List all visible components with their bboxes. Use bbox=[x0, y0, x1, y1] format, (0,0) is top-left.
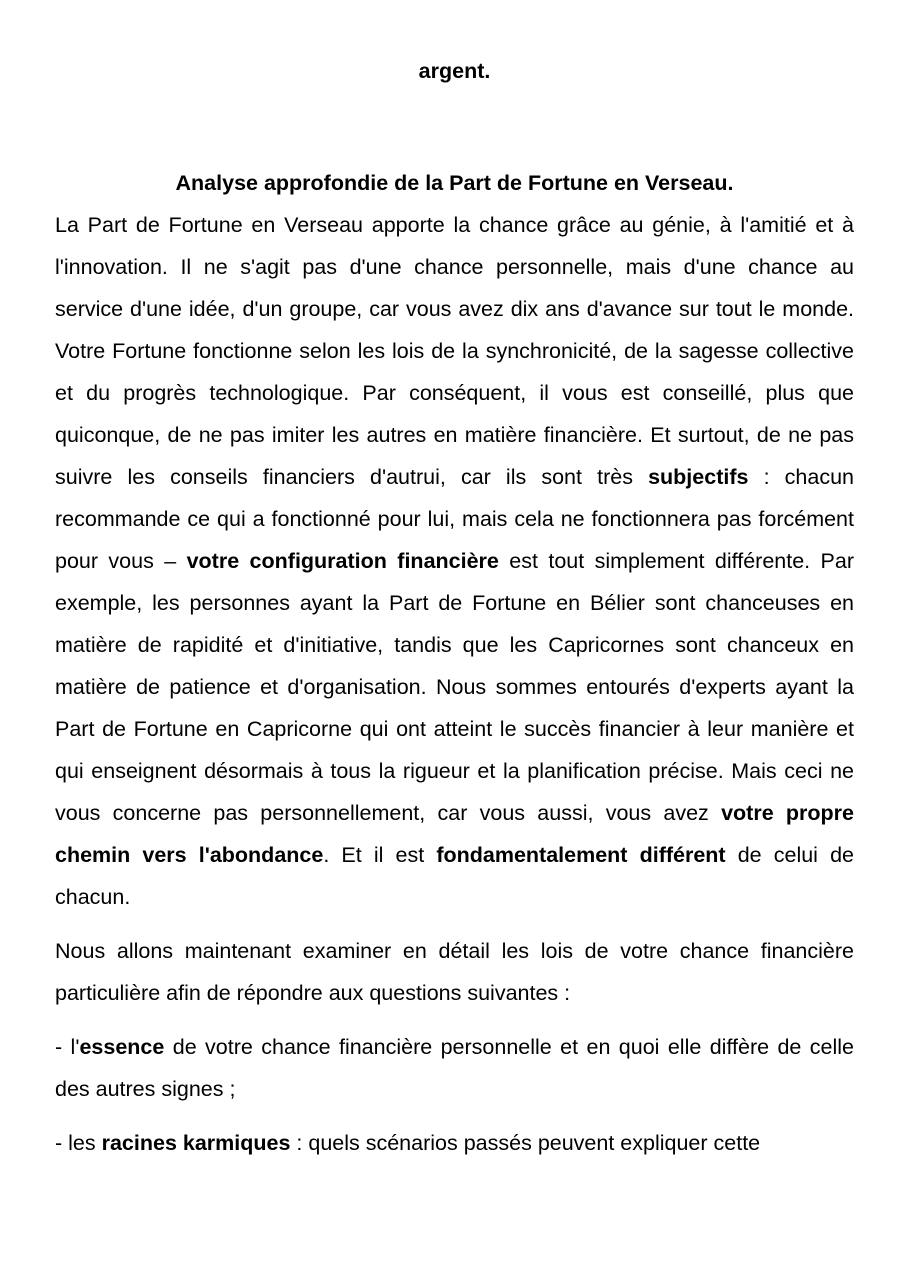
continued-word: argent. bbox=[418, 59, 491, 83]
list-item-racines bbox=[55, 1122, 854, 1164]
list-item-prefix: - les bbox=[55, 1131, 102, 1155]
paragraph-intro-text-4: . Et il est bbox=[323, 843, 437, 867]
list-item-essence bbox=[55, 1026, 854, 1110]
paragraph-intro-text-1: La Part de Fortune en Verseau apporte la chance grâce au génie, à l'amitié et à l'innovation. Il ne s'agit pas d'une chance personnelle, mais d'une chance au service d'une idée, d'un groupe, car vous avez dix ans d'avance sur tout le monde. Votre Fortune fonctionne selon les lois de la synchronicité, de la sagesse collective et du progrès technologique. Par conséquent, il vous est conseillé, plus que quiconque, de ne pas imiter les autres en matière financière. Et surtout, de ne pas suivre les conseils financiers d'autrui, car ils sont très bbox=[55, 213, 854, 489]
paragraph-intro bbox=[55, 204, 854, 918]
section-heading: Analyse approfondie de la Part de Fortune en Verseau. bbox=[175, 171, 734, 195]
document-page bbox=[55, 52, 854, 1176]
list-item-text: : quels scénarios passés peuvent expliquer cette bbox=[290, 1131, 761, 1155]
paragraph-intro-text-5: de celui de chacun. bbox=[55, 843, 854, 909]
emphasis-subjectifs: subjectifs bbox=[648, 465, 749, 489]
emphasis-chemin: votre propre chemin vers l'abondance bbox=[55, 801, 855, 867]
list-item-text: de votre chance financière personnelle et en quoi elle diffère de celle des autres signes ; bbox=[55, 1035, 855, 1101]
paragraph-intro-text-3: est tout simplement différente. Par exemple, les personnes ayant la Part de Fortune en Bélier sont chanceuses en matière de rapidité et d'initiative, tandis que les Capricornes sont chanceux en matière de patience et d'organisation. Nous sommes entourés d'experts ayant la Part de Fortune en Capricorne qui ont atteint le succès financier à leur manière et qui enseignent désormais à tous la rigueur et la planification précise. Mais ceci ne vous concerne pas personnellement, car vous aussi, vous avez bbox=[55, 549, 854, 825]
emphasis-essence: essence bbox=[79, 1035, 165, 1059]
emphasis-different: fondamentalement différent bbox=[436, 843, 726, 867]
emphasis-configuration: votre configuration financière bbox=[186, 549, 499, 573]
paragraph-questions: Nous allons maintenant examiner en détail les lois de votre chance financière particulière afin de répondre aux questions suivantes : bbox=[55, 939, 854, 1005]
emphasis-racines: racines karmiques bbox=[101, 1131, 291, 1155]
list-item-prefix: - l' bbox=[55, 1035, 80, 1059]
paragraph-intro-text-2: : chacun recommande ce qui a fonctionné pour lui, mais cela ne fonctionnera pas forcément pour vous – bbox=[55, 465, 854, 573]
